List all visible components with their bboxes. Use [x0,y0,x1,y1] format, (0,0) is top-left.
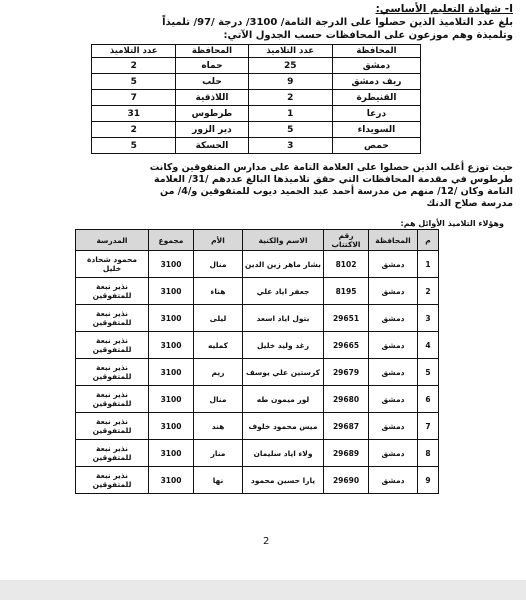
table-row [92,74,421,90]
table-cell: 4 [418,332,439,359]
table-cell: ليلى [194,305,243,332]
table-cell: 8195 [324,278,369,305]
table-cell: دمشق [369,467,418,494]
table-row [76,278,439,305]
column-header: المحافظة [176,45,248,58]
table-cell: نذير نبعة للمتفوقين [76,440,149,467]
section-title: I- شهادة التعليم الأساسي: [375,3,513,15]
table-cell: 7 [418,413,439,440]
column-header: مجموع [149,230,194,251]
table-cell: 29651 [324,305,369,332]
table-cell: 3 [248,138,332,154]
table-cell: 3100 [149,251,194,278]
table-cell: هند [194,413,243,440]
table-cell: 29687 [324,413,369,440]
table-cell: حلب [176,74,248,90]
table-cell: كمليه [194,332,243,359]
table-cell: اللاذقية [176,90,248,106]
table-cell: 7 [92,90,176,106]
table-cell: ولاء اياد سليمان [243,440,324,467]
column-header: المدرسة [76,230,149,251]
table-row [92,90,421,106]
table-cell: دمشق [369,359,418,386]
table-cell: دمشق [369,386,418,413]
table-cell: رغد وليد خليل [243,332,324,359]
table-cell: ميس محمود خلوف [243,413,324,440]
table-cell: 29680 [324,386,369,413]
intro-line-2: وتلميذة وهم موزعون على المحافظات حسب الجدول الآتي: [223,30,513,41]
table-row [76,386,439,413]
table-cell: 5 [92,74,176,90]
table-cell: 2 [92,122,176,138]
table-cell: ريم [194,359,243,386]
table-cell: 2 [248,90,332,106]
top-students-table [75,229,439,494]
table-cell: حماه [176,58,248,74]
table-cell: طرطوس [176,106,248,122]
column-header: الأم [194,230,243,251]
table-cell: 2 [92,58,176,74]
table-header-row [92,45,421,58]
table-cell: منال [194,386,243,413]
table-cell: 8 [418,440,439,467]
table-cell: 31 [92,106,176,122]
table-cell: نذير نبعة للمتفوقين [76,278,149,305]
table-cell: السويداء [332,122,420,138]
paragraph-line: طرطوس في مقدمة المحافظات التي حقق تلاميذها البالغ عددهم /31/ العلامة [153,174,513,185]
table-cell: منال [194,251,243,278]
table-cell: 29690 [324,467,369,494]
table-cell: 5 [92,138,176,154]
table-cell: دمشق [369,251,418,278]
table-cell: 6 [418,386,439,413]
table-cell: دير الزور [176,122,248,138]
table-cell: نذير نبعة للمتفوقين [76,332,149,359]
table-cell: دمشق [369,305,418,332]
table-cell: القنيطرة [332,90,420,106]
table-row [76,440,439,467]
column-header: م [418,230,439,251]
table-cell: 25 [248,58,332,74]
table-body [92,58,421,154]
column-header: عدد التلاميذ [248,45,332,58]
table-row [76,467,439,494]
table-cell: دمشق [369,440,418,467]
table-cell: 3100 [149,467,194,494]
column-header: المحافظة [369,230,418,251]
table-cell: دمشق [369,332,418,359]
table-cell: 9 [248,74,332,90]
column-header: رقم الاكتتاب [324,230,369,251]
table-cell: ريف دمشق [332,74,420,90]
table-cell: 5 [418,359,439,386]
paragraph-line: مدرسة صلاح الدنك [426,198,513,209]
paragraph-line: حيث توزع أغلب الذين حصلوا على العلامة التامة على مدارس المتفوقين وكانت [149,162,513,173]
table-cell: نذير نبعة للمتفوقين [76,413,149,440]
section-heading [44,3,513,42]
table-cell: 1 [418,251,439,278]
table-cell: نها [194,467,243,494]
table-cell: دمشق [369,413,418,440]
table-cell: 3 [418,305,439,332]
table-cell: بتول اياد اسعد [243,305,324,332]
table-cell: 3100 [149,386,194,413]
table-cell: درعا [332,106,420,122]
table-cell: 9 [418,467,439,494]
table-row [76,251,439,278]
table-cell: 29689 [324,440,369,467]
table-body [76,251,439,494]
table-cell: 5 [248,122,332,138]
table-cell: 3100 [149,440,194,467]
table-cell: منار [194,440,243,467]
table-cell: 1 [248,106,332,122]
table-cell: نذير نبعة للمتفوقين [76,359,149,386]
table-cell: 3100 [149,359,194,386]
table-cell: 29665 [324,332,369,359]
table-cell: كرستين علي يوسف [243,359,324,386]
table-cell: هناء [194,278,243,305]
summary-paragraph [36,162,513,210]
paragraph-line: التامة وكان /12/ منهم من مدرسة أحمد عبد الحميد ديوب للمتفوقين و/4/ من [160,186,513,197]
table-row [76,305,439,332]
table-row [92,58,421,74]
column-header: المحافظة [332,45,420,58]
governorate-distribution-table [91,44,421,154]
table-cell: 29679 [324,359,369,386]
table-cell: محمود شحادة خليل [76,251,149,278]
table-cell: دمشق [369,278,418,305]
table-cell: نذير نبعة للمتفوقين [76,467,149,494]
table-cell: دمشق [332,58,420,74]
table-cell: 8102 [324,251,369,278]
column-header: الاسم والكنية [243,230,324,251]
table-cell: 3100 [149,278,194,305]
table-row [76,359,439,386]
table-row [92,106,421,122]
table-row [92,122,421,138]
table-cell: جعفر اياد علي [243,278,324,305]
table-row [92,138,421,154]
table-cell: حمص [332,138,420,154]
page-number: 2 [263,536,270,547]
table-header-row [76,230,439,251]
table-row [76,332,439,359]
table-cell: بشار ماهر زين الدين [243,251,324,278]
intro-line-1: بلغ عدد التلاميذ الذين حصلوا على الدرجة التامة/ 3100/ درجة /97/ تلميذاً [162,17,513,28]
table-row [76,413,439,440]
column-header: عدد التلاميذ [92,45,176,58]
table-cell: الحسكة [176,138,248,154]
table-cell: نذير نبعة للمتفوقين [76,305,149,332]
table-cell: 3100 [149,413,194,440]
table-cell: 3100 [149,305,194,332]
table-cell: لور ميمون طه [243,386,324,413]
bottom-margin [0,580,526,600]
top-students-subheading: وهؤلاء التلاميذ الأوائل هم: [400,219,504,228]
table-cell: 2 [418,278,439,305]
table-cell: 3100 [149,332,194,359]
table-cell: نذير نبعة للمتفوقين [76,386,149,413]
table-cell: يارا حسين محمود [243,467,324,494]
